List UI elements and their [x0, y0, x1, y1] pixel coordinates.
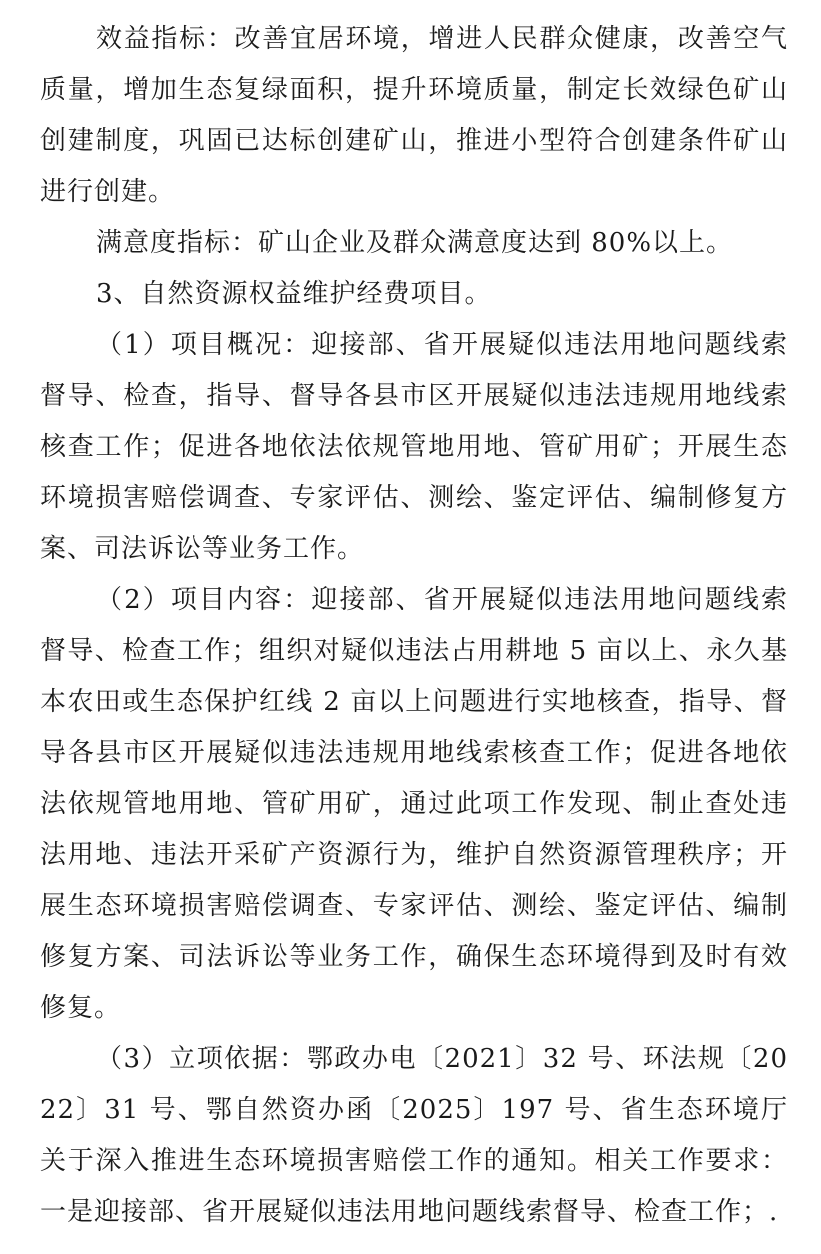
paragraph-project-basis: （3）立项依据：鄂政办电〔2021〕32 号、环法规〔2022〕31 号、鄂自然资办函〔2025〕197 号、省生态环境厅关于深入推进生态环境损害赔偿工作的通知。相关工作要求：一是迎接部、省开展疑似违法用地问题线索督导、检查工作；. [40, 1044, 788, 1227]
paragraph-satisfaction-indicators: 满意度指标：矿山企业及群众满意度达到 80%以上。 [96, 228, 734, 258]
paragraph-project-overview: （1）项目概况：迎接部、省开展疑似违法用地问题线索督导、检查，指导、督导各县市区开展疑似违法违规用地线索核查工作；促进各地依法依规管地用地、管矿用矿；开展生态环境损害赔偿调查、专家评估、测绘、鉴定评估、编制修复方案、司法诉讼等业务工作。 [40, 330, 788, 564]
paragraph-project-content: （2）项目内容：迎接部、省开展疑似违法用地问题线索督导、检查工作；组织对疑似违法占用耕地 5 亩以上、永久基本农田或生态保护红线 2 亩以上问题进行实地核查，指导、督导各县市区开展疑似违法违规用地线索核查工作；促进各地依法依规管地用地、管矿用矿，通过此项工作发现、制止查处违法用地、违法开采矿产资源行为，维护自然资源管理秩序；开展生态环境损害赔偿调查、专家评估、测绘、鉴定评估、编制修复方案、司法诉讼等业务工作，确保生态环境得到及时有效修复。 [40, 585, 788, 1023]
paragraph-section-heading: 3、自然资源权益维护经费项目。 [96, 279, 492, 309]
paragraph-benefit-indicators: 效益指标：改善宜居环境，增进人民群众健康，改善空气质量，增加生态复绿面积，提升环境质量，制定长效绿色矿山创建制度，巩固已达标创建矿山，推进小型符合创建条件矿山进行创建。 [40, 24, 788, 207]
document-page [40, 14, 788, 1238]
